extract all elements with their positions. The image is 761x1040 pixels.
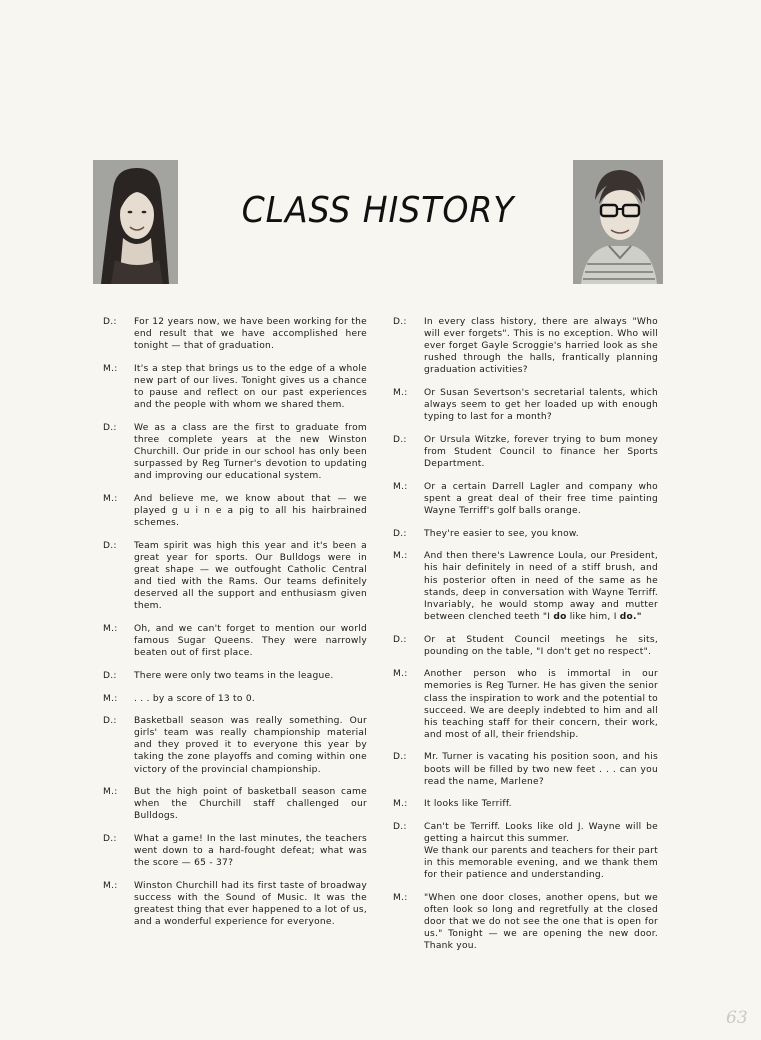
speaker-label: D.: [103, 317, 117, 327]
speaker-label: D.: [393, 752, 407, 763]
dialogue-entry [393, 798, 658, 810]
dialogue-text: Can't be Terriff. Looks like old J. Wayne will be getting a haircut this summer. [424, 822, 658, 845]
dialogue-entry [393, 751, 658, 787]
speaker-label: M.: [393, 669, 408, 680]
dialogue-text: Or Ursula Witzke, forever trying to bum money from Student Council to finance her Sports Department. [424, 434, 658, 470]
dialogue-text: It's a step that brings us to the edge of a whole new part of our lives. Tonight gives us a chance to pause and reflect on our past experiences and the people with whom we shared them. [134, 363, 367, 411]
dialogue-text: Or Susan Severtson's secretarial talents, which always seem to get her loaded up with enough typing to last for a month? [424, 388, 658, 423]
dialogue-entry [103, 693, 367, 705]
dialogue-entry [393, 634, 658, 658]
dialogue-entry [393, 821, 658, 881]
dialogue-entry [393, 668, 658, 741]
dialogue-text: Basketball season was really something. Our girls' team was really championship material and they proved it to everyone this year by taking the zone playoffs and coming within one victory of the provincial championship. [134, 716, 367, 775]
dialogue-entry [393, 528, 658, 540]
dialogue-text: Team spirit was high this year and it's been a great year for sports. Our Bulldogs were in great shape — we outfought Catholic Central and tied with the Rams. Our teams definitely deserved all the support and enthusiasm given them. [134, 540, 367, 612]
dialogue-text: "When one door closes, another opens, but we often look so long and regretfully at the closed door that we do not see the one that is open for us." Tonight — we are opening the new door. Thank you. [424, 893, 658, 952]
speaker-label: D.: [103, 422, 117, 433]
speaker-label: M.: [103, 493, 118, 504]
speaker-label: M.: [103, 623, 118, 634]
dialogue-text [424, 550, 658, 623]
page-title: CLASS HISTORY [241, 190, 515, 231]
speaker-label: D.: [103, 834, 117, 845]
speaker-label: D.: [103, 540, 117, 551]
speaker-label: D.: [103, 716, 117, 727]
dialogue-entry [393, 316, 658, 376]
portrait-photo-left [93, 160, 178, 284]
left-column [103, 316, 367, 939]
dialogue-entry [103, 363, 367, 411]
speaker-label: D.: [393, 434, 407, 445]
dialogue-text-continued: We thank our parents and teachers for their part in this memorable evening, and we thank them for their patience and understanding. [424, 846, 658, 881]
speaker-label: D.: [393, 317, 407, 327]
dialogue-text: Or at Student Council meetings he sits, pounding on the table, "I don't get no respect". [424, 634, 658, 657]
dialogue-text: But the high point of basketball season came when the Churchill staff challenged our Bulldogs. [134, 787, 367, 822]
dialogue-text: There were only two teams in the league. [134, 670, 334, 681]
speaker-label: M.: [103, 787, 118, 798]
dialogue-entry [103, 670, 367, 682]
speaker-label: M.: [393, 799, 408, 810]
dialogue-entry [103, 493, 367, 529]
dialogue-text-part: And then there's Lawrence Loula, our President, his hair definitely in need of a stiff brush, and his posterior often in need of the same as he stands, deep in conversation with Wayne Terriff. Invariably, he would stomp away and mutter between clenched teeth "I [424, 551, 658, 622]
dialogue-text: What a game! In the last minutes, the teachers went down to a hard-fought defeat; what was the score — 65 - 37? [134, 834, 367, 869]
dialogue-text: Or a certain Darrell Lagler and company who spent a great deal of their free time painting Wayne Terriff's golf balls orange. [424, 481, 658, 516]
dialogue-text: Mr. Turner is vacating his position soon, and his boots will be filled by two new feet . . . can you read the name, Marlene? [424, 752, 658, 787]
dialogue-text: And believe me, we know about that — we played g u i n e a pig to all his hairbrained schemes. [134, 493, 367, 529]
dialogue-entry [393, 434, 658, 470]
dialogue-entry [103, 316, 367, 352]
page-number: 63 [726, 1008, 748, 1028]
right-column [393, 316, 658, 963]
dialogue-entry [103, 880, 367, 928]
dialogue-text: For 12 years now, we have been working for the end result that we have accomplished here tonight — that of graduation. [134, 317, 367, 352]
dialogue-text: We as a class are the first to graduate from three complete years at the new Winston Churchill. Our pride in our school has only been surpassed by Reg Turner's devotion to updating and improving our educational system. [134, 422, 367, 482]
speaker-label: M.: [393, 551, 408, 562]
portrait-photo-right [573, 160, 663, 284]
speaker-label: D.: [393, 822, 407, 833]
dialogue-entry [393, 387, 658, 423]
dialogue-text: It looks like Terriff. [424, 799, 512, 810]
speaker-label: M.: [393, 893, 408, 904]
dialogue-entry [103, 540, 367, 613]
dialogue-entry [103, 623, 367, 659]
dialogue-entry [103, 786, 367, 822]
dialogue-entry [103, 833, 367, 869]
speaker-label: M.: [103, 881, 118, 891]
dialogue-entry [103, 422, 367, 482]
speaker-label: M.: [103, 363, 118, 374]
dialogue-text: They're easier to see, you know. [424, 528, 579, 539]
dialogue-text-part: like him, I [566, 611, 617, 622]
speaker-label: D.: [103, 670, 117, 681]
speaker-label: M.: [393, 388, 408, 399]
speaker-label: M.: [393, 481, 408, 492]
dialogue-entry [103, 715, 367, 775]
dialogue-entry [393, 892, 658, 952]
dialogue-text: Another person who is immortal in our memories is Reg Turner. He has given the senior class the inspiration to work and the potential to succeed. We are deeply indebted to him and all his teaching staff for their concern, their work, and most of all, their friendship. [424, 669, 658, 740]
emphasis-text: do [553, 611, 567, 622]
emphasis-text: do." [619, 611, 642, 622]
speaker-label: M.: [103, 693, 118, 704]
speaker-label: D.: [393, 634, 407, 645]
dialogue-text: . . . by a score of 13 to 0. [134, 693, 255, 704]
dialogue-entry [393, 481, 658, 517]
dialogue-text: Winston Churchill had its first taste of broadway success with the Sound of Music. It was the greatest thing that ever happened to a lot of us, and a wonderful experience for everyone. [134, 881, 367, 928]
dialogue-text: Oh, and we can't forget to mention our world famous Sugar Queens. They were narrowly beaten out of first place. [134, 623, 367, 659]
dialogue-text: In every class history, there are always "Who will ever forgets". This is no exception. Who will ever forget Gayle Scroggie's harried look as she rushed through the halls, frantically planning graduation activities? [424, 317, 658, 376]
dialogue-entry [393, 550, 658, 623]
speaker-label: D.: [393, 528, 407, 539]
